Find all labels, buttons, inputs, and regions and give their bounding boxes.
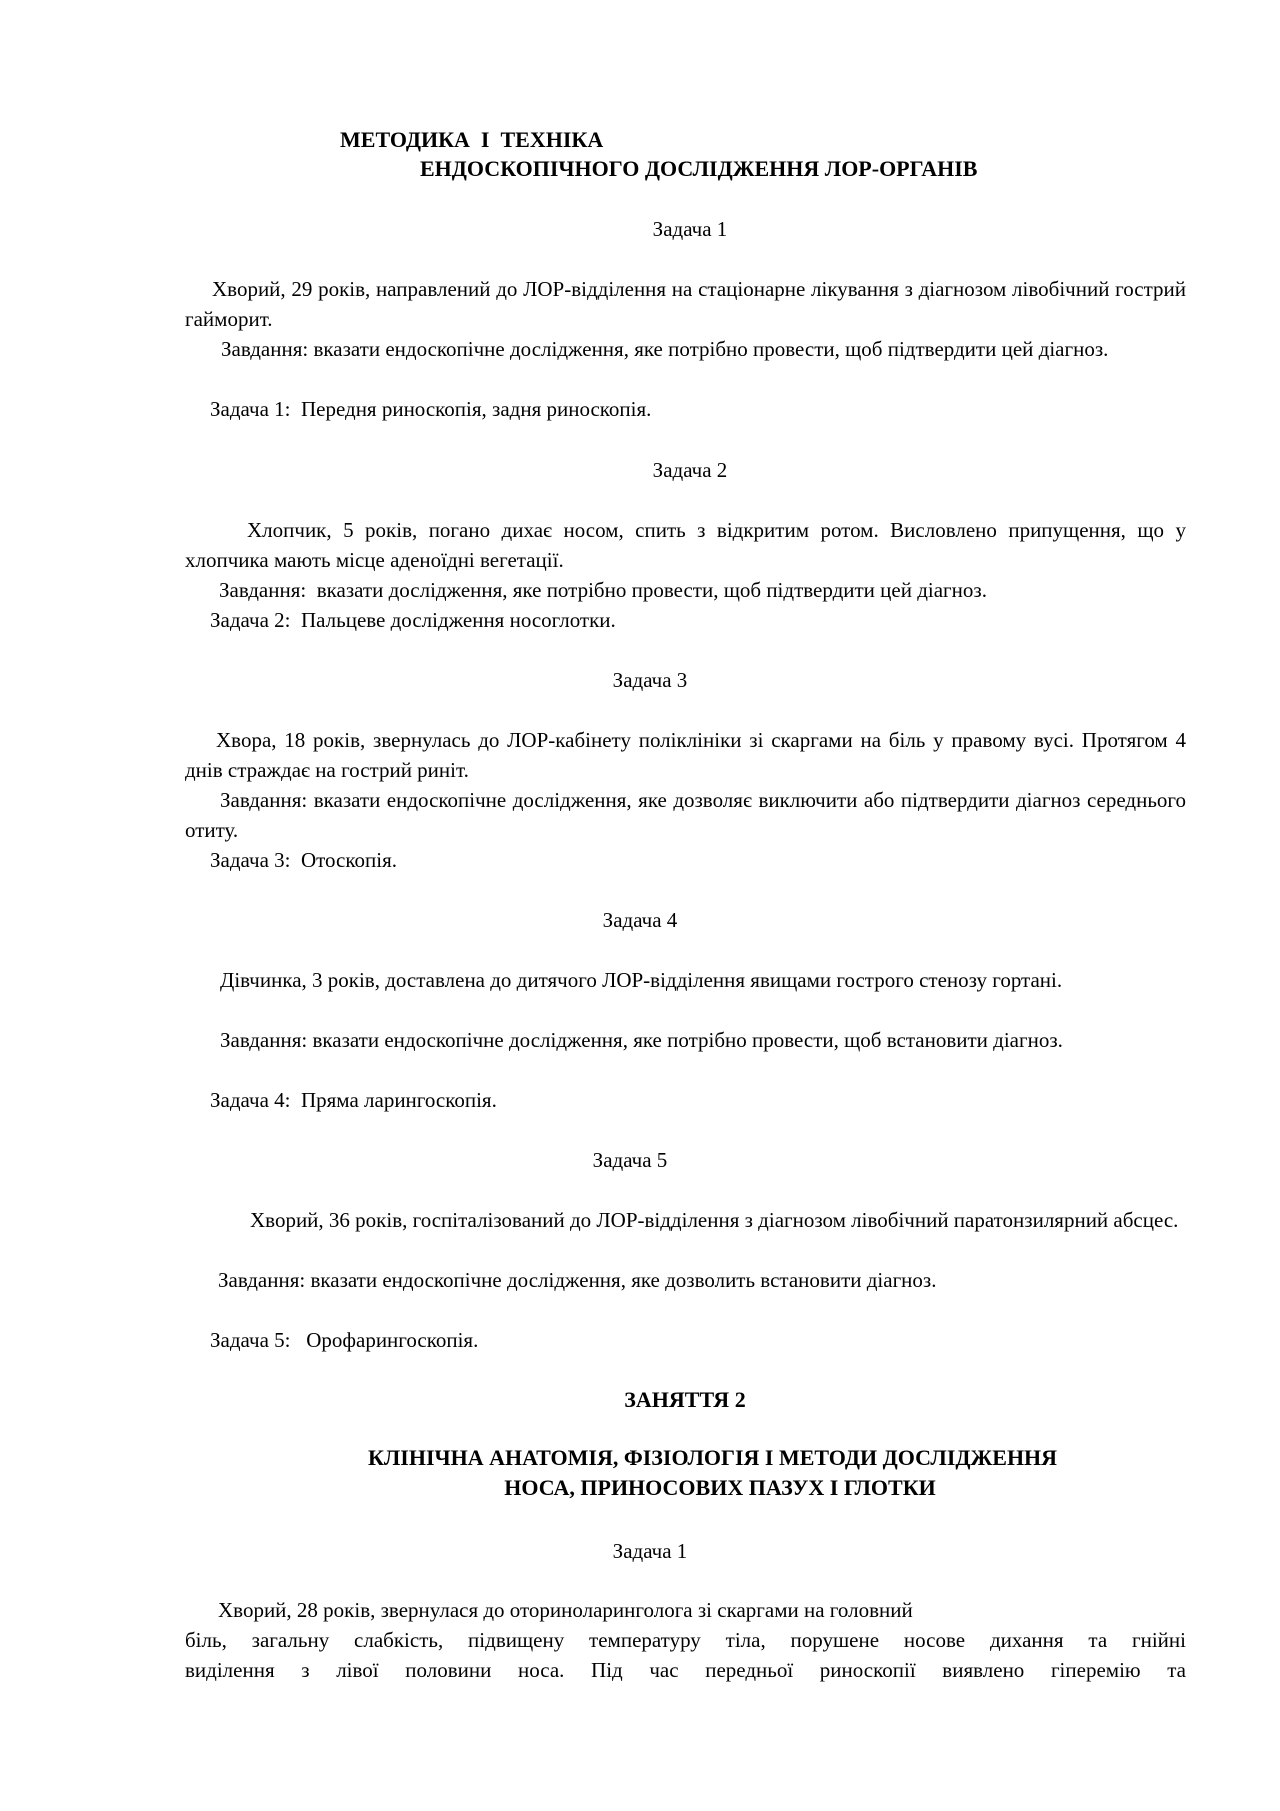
lesson-2-title-line-2: НОСА, ПРИНОСОВИХ ПАЗУХ І ГЛОТКИ [504, 1475, 936, 1500]
task-5-answer: Задача 5: Орофарингоскопія. [210, 1328, 479, 1352]
lesson-2-task-1-line-3: виділення з лівої половини носа. Під час передньої риноскопії виявлено гіперемію та [185, 1658, 1186, 1682]
document-title-line-1: МЕТОДИКА І ТЕХНІКА [340, 127, 604, 152]
lesson-2-task-1-line-2: біль, загальну слабкість, підвищену температуру тіла, порушене носове дихання та гнійні [185, 1628, 1186, 1652]
lesson-2-title-line-1: КЛІНІЧНА АНАТОМІЯ, ФІЗІОЛОГІЯ І МЕТОДИ ДОСЛІДЖЕННЯ [367, 1445, 1058, 1470]
task-5-case: Хворий, 36 років, госпіталізований до ЛОР-відділення з діагнозом лівобічний паратонзилярний абсцес. [250, 1208, 1179, 1232]
task-4-title: Задача 4 [602, 908, 678, 932]
lesson-2-label: ЗАНЯТТЯ 2 [624, 1387, 746, 1412]
task-3-title: Задача 3 [612, 668, 688, 692]
lesson-2-task-1-line-1: Хворий, 28 років, звернулася до оториноларинголога зі скаргами на головний [218, 1598, 913, 1622]
task-3-case: Хвора, 18 років, звернулась до ЛОР-кабінету поліклініки зі скаргами на біль у правому вусі. Протягом 4 днів страждає на гострий риніт. [185, 728, 1186, 782]
task-4-answer: Задача 4: Пряма ларингоскопія. [210, 1088, 497, 1112]
task-3-answer: Задача 3: Отоскопія. [210, 848, 398, 872]
task-1-case: Хворий, 29 років, направлений до ЛОР-відділення на стаціонарне лікування з діагнозом лівобічний гострий гайморит. [185, 277, 1186, 331]
task-2-answer: Задача 2: Пальцеве дослідження носоглотки. [210, 608, 616, 632]
task-1-answer: Задача 1: Передня риноскопія, задня риноскопія. [210, 397, 652, 421]
task-2-title: Задача 2 [652, 458, 728, 482]
task-1-assignment: Завдання: вказати ендоскопічне дослідження, яке потрібно провести, щоб підтвердити цей діагноз. [221, 337, 1109, 361]
task-1-title: Задача 1 [652, 217, 728, 241]
task-3-assignment: Завдання: вказати ендоскопічне дослідження, яке дозволяє виключити або підтвердити діагноз середнього отиту. [185, 788, 1186, 842]
lesson-2-task-1-title: Задача 1 [612, 1539, 688, 1563]
task-2-case: Хлопчик, 5 років, погано дихає носом, спить з відкритим ротом. Висловлено припущення, що у хлопчика мають місце аденоїдні вегетації. [185, 518, 1186, 572]
task-5-title: Задача 5 [592, 1148, 668, 1172]
task-2-assignment: Завдання: вказати дослідження, яке потрібно провести, щоб підтвердити цей діагноз. [219, 578, 987, 602]
document-title-line-2: ЕНДОСКОПІЧНОГО ДОСЛІДЖЕННЯ ЛОР-ОРГАНІВ [420, 156, 978, 181]
task-5-assignment: Завдання: вказати ендоскопічне дослідження, яке дозволить встановити діагноз. [218, 1268, 937, 1292]
task-4-assignment: Завдання: вказати ендоскопічне дослідження, яке потрібно провести, щоб встановити діагноз. [220, 1028, 1063, 1052]
task-4-case: Дівчинка, 3 років, доставлена до дитячого ЛОР-відділення явищами гострого стенозу гортані. [220, 968, 1063, 992]
